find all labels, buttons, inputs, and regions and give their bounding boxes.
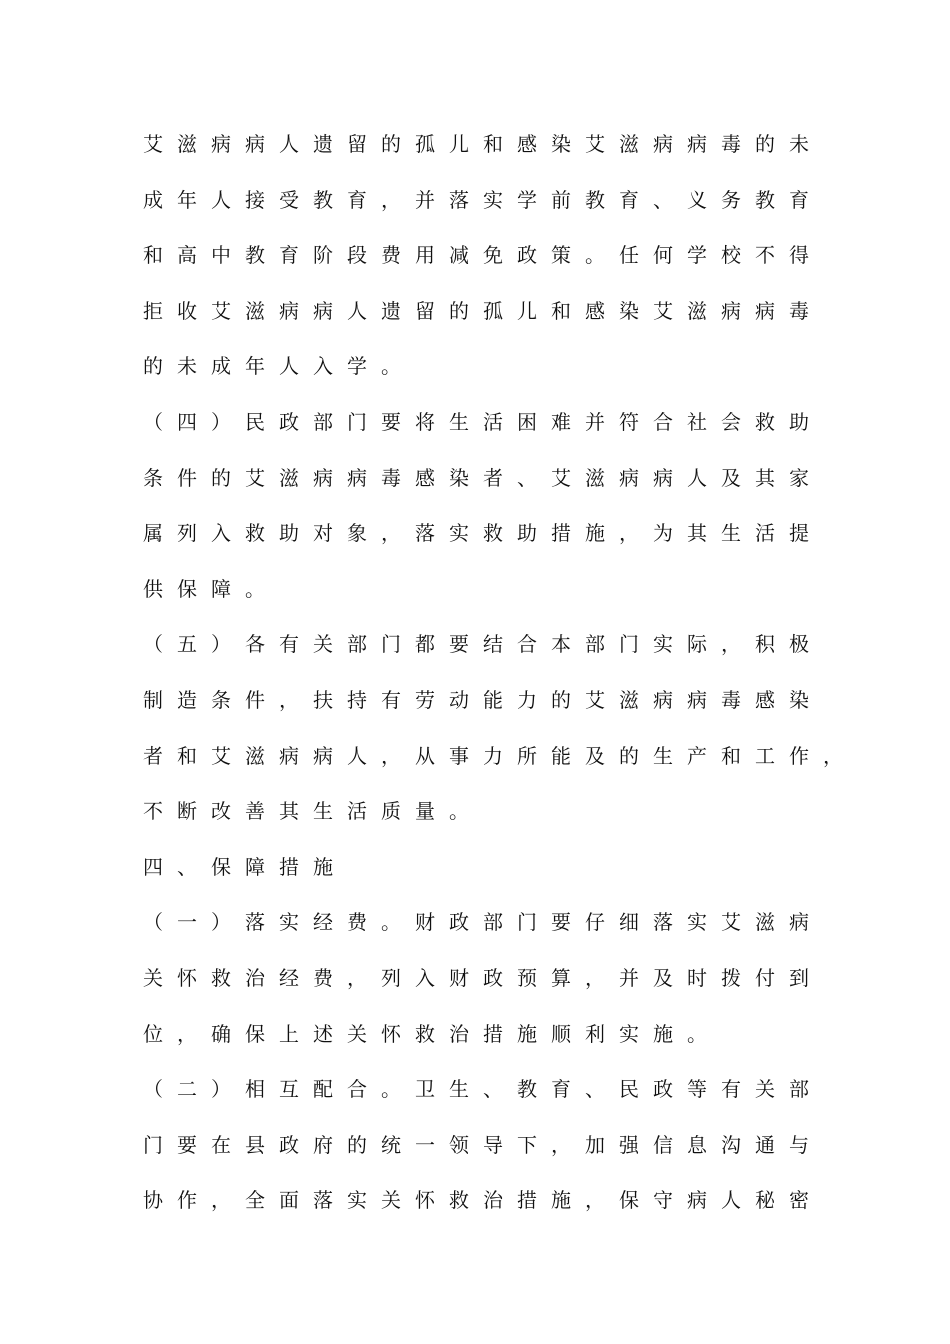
text-line: 者和艾滋病病人，从事力所能及的生产和工作， bbox=[143, 743, 857, 768]
text-line: 位，确保上述关怀救治措施顺利实施。 bbox=[143, 1021, 721, 1046]
text-line: 属列入救助对象，落实救助措施，为其生活提 bbox=[143, 521, 823, 546]
document-body bbox=[143, 126, 857, 1238]
text-line: 的未成年人入学。 bbox=[143, 354, 415, 379]
text-line: 关怀救治经费，列入财政预算，并及时拨付到 bbox=[143, 965, 823, 990]
text-line: 条件的艾滋病病毒感染者、艾滋病病人及其家 bbox=[143, 465, 823, 490]
text-line: 门要在县政府的统一领导下，加强信息沟通与 bbox=[143, 1132, 823, 1157]
section-item-1: （一）落实经费。财政部门要仔细落实艾滋病 bbox=[143, 910, 823, 935]
section-item-5: （五）各有关部门都要结合本部门实际，积极 bbox=[143, 632, 823, 657]
text-line: 制造条件，扶持有劳动能力的艾滋病病毒感染 bbox=[143, 687, 823, 712]
section-item-2: （二）相互配合。卫生、教育、民政等有关部 bbox=[143, 1077, 823, 1102]
text-line: 协作，全面落实关怀救治措施，保守病人秘密 bbox=[143, 1188, 823, 1213]
text-line: 不断改善其生活质量。 bbox=[143, 799, 483, 824]
section-heading: 四、保障措施 bbox=[143, 854, 347, 879]
text-line: 供保障。 bbox=[143, 576, 279, 601]
text-line: 艾滋病病人遗留的孤儿和感染艾滋病病毒的未 bbox=[143, 132, 823, 156]
section-item-4: （四）民政部门要将生活困难并符合社会救助 bbox=[143, 409, 823, 434]
text-line: 拒收艾滋病病人遗留的孤儿和感染艾滋病病毒 bbox=[143, 298, 823, 323]
text-line: 和高中教育阶段费用减免政策。任何学校不得 bbox=[143, 243, 823, 268]
text-line: 成年人接受教育，并落实学前教育、义务教育 bbox=[143, 187, 823, 212]
